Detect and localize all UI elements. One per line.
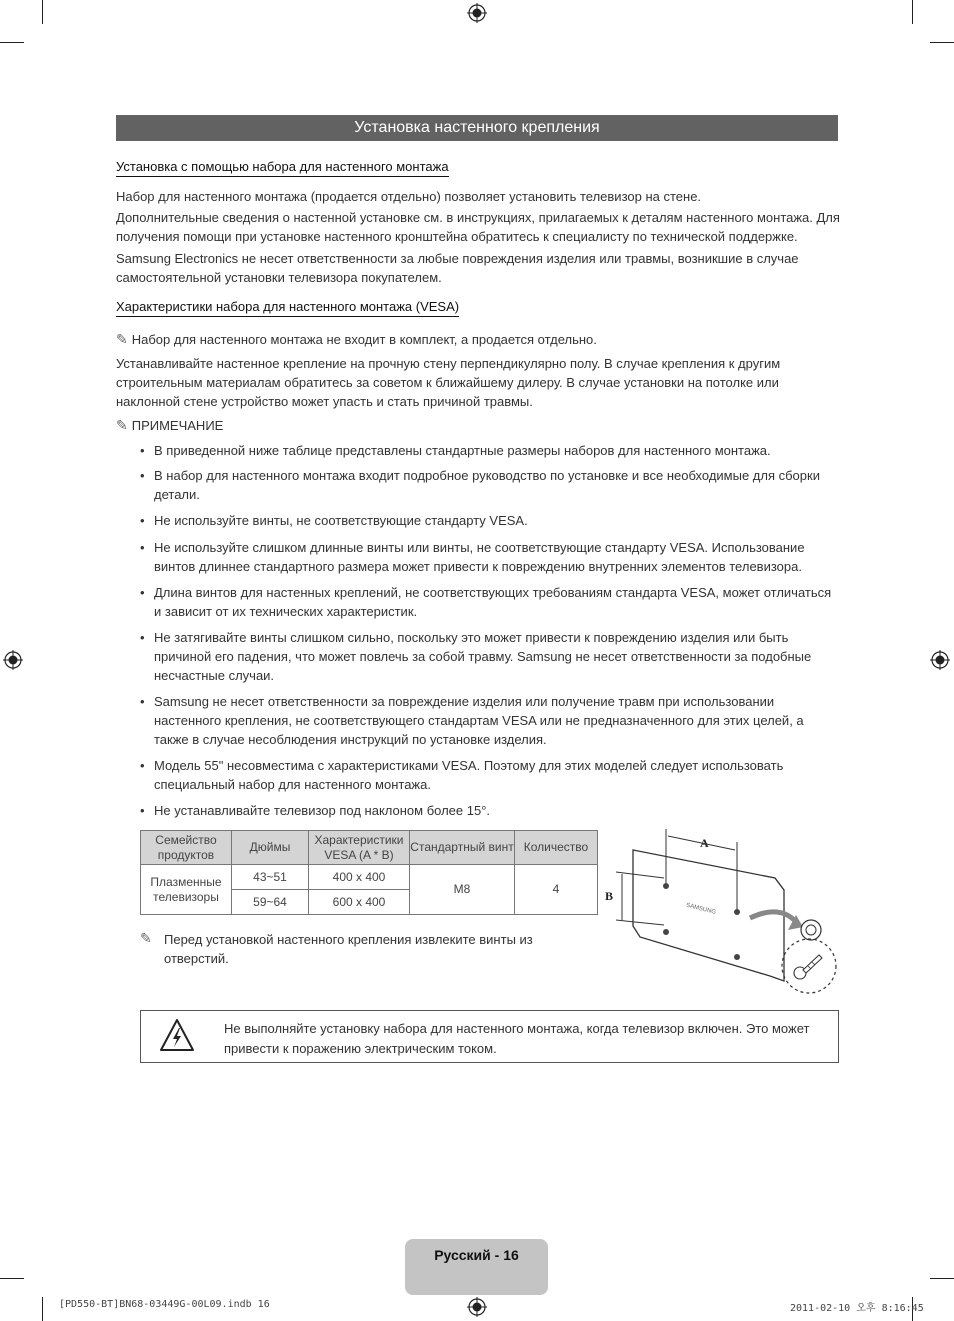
table-cell-screw: M8 xyxy=(410,865,515,915)
registration-mark-icon xyxy=(930,650,950,670)
list-item xyxy=(140,692,840,749)
screw-note-text: Перед установкой настенного крепления извлеките винты из отверстий. xyxy=(164,932,533,966)
mount-hole xyxy=(734,909,740,915)
bullet-text: Модель 55" несовместима с характеристиками VESA. Поэтому для этих моделей следует использовать специальный набор для настенного монтажа. xyxy=(154,758,784,792)
registration-mark-icon xyxy=(467,3,487,23)
section-title: Установка настенного крепления xyxy=(116,115,838,141)
kit-install-paragraph-1: Набор для настенного монтажа (продается отдельно) позволяет установить телевизор на стене. xyxy=(116,189,702,204)
bullet-text: Длина винтов для настенных креплений, не соответствующих требованиям стандарта VESA, может отличаться и зависит от их технических характеристик. xyxy=(154,585,832,619)
bullet-dot: • xyxy=(140,630,145,645)
vesa-table xyxy=(140,830,598,915)
bullet-dot: • xyxy=(140,540,145,555)
note-label: ПРИМЕЧАНИЕ xyxy=(131,418,224,433)
bullet-text: Не устанавливайте телевизор под наклоном более 15°. xyxy=(154,803,491,818)
bullet-dot: • xyxy=(140,585,145,600)
list-item xyxy=(140,756,840,794)
table-cell-vesa: 400 x 400 xyxy=(309,865,410,890)
kit-install-paragraph-3: Samsung Electronics не несет ответственности за любые повреждения изделия или травмы, возникшие в случае самостоятельной установки телевизора покупателем. xyxy=(116,251,799,285)
list-item xyxy=(140,466,840,504)
bullet-dot: • xyxy=(140,803,145,818)
electric-shock-warning xyxy=(140,1010,839,1063)
crop-mark xyxy=(42,1297,43,1321)
pencil-note-icon: ✎ xyxy=(116,418,128,434)
table-cell-qty: 4 xyxy=(515,865,598,915)
bullet-dot: • xyxy=(140,513,145,528)
list-item xyxy=(140,583,840,621)
pencil-note-icon: ✎ xyxy=(116,332,128,348)
screw-detail-icon xyxy=(782,920,836,993)
footer-timestamp: 2011-02-10 오후 8:16:45 xyxy=(790,1303,924,1314)
vesa-specs-heading: Характеристики набора для настенного монтажа (VESA) xyxy=(116,299,459,317)
bullet-dot: • xyxy=(140,443,145,458)
crop-mark xyxy=(930,1278,954,1279)
list-item xyxy=(140,538,840,576)
table-cell-inches: 43~51 xyxy=(232,865,309,890)
pencil-note-icon: ✎ xyxy=(140,931,152,947)
high-voltage-warning-icon xyxy=(159,1018,195,1052)
bullet-text: Не используйте слишком длинные винты или винты, не соответствующие стандарту VESA. Использование винтов длиннее стандартного размера может привести к повреждению внутренних элементов телевизора. xyxy=(154,540,805,574)
table-header-row xyxy=(141,831,598,865)
vesa-note xyxy=(116,330,597,350)
list-item xyxy=(140,511,840,530)
mount-hole xyxy=(663,929,669,935)
brand-logo: SAMSUNG xyxy=(685,902,717,916)
vesa-paragraph: Устанавливайте настенное крепление на прочную стену перпендикулярно полу. В случае крепления к другим строительным материалам обратитесь за советом к ближайшему дилеру. В случае установки на потолке или наклонной стене устройство может упасть и стать причиной травмы. xyxy=(116,356,781,409)
registration-mark-icon xyxy=(3,650,23,670)
table-header: Характеристики VESA (A * B) xyxy=(309,831,410,865)
table-header: Семейство продуктов xyxy=(141,831,232,865)
notes-bullet-list xyxy=(140,441,840,820)
vesa-note-text: Набор для настенного монтажа не входит в комплект, а продается отдельно. xyxy=(131,332,597,347)
crop-mark xyxy=(930,42,954,43)
bullet-text: В приведенной ниже таблице представлены стандартные размеры наборов для настенного монтажа. xyxy=(154,443,771,458)
registration-mark-icon xyxy=(467,1297,487,1317)
screw-note xyxy=(140,930,560,968)
crop-mark xyxy=(912,0,913,24)
table-row xyxy=(141,865,598,890)
table-cell-family: Плазменные телевизоры xyxy=(141,865,232,915)
kit-install-paragraph-2: Дополнительные сведения о настенной установке см. в инструкциях, прилагаемых к деталям настенного монтажа. Для получения помощи при установке настенного кронштейна обратитесь к специалисту по технической поддержке. xyxy=(116,210,840,244)
table-header: Стандартный винт xyxy=(410,831,515,865)
label-a: A xyxy=(700,836,709,850)
note-label-line xyxy=(116,416,223,436)
list-item xyxy=(140,441,840,460)
bullet-text: Samsung не несет ответственности за повреждение изделия или получение травм при использовании настенного крепления, не соответствующего стандартам VESA или не предназначенного для этих целей, а также в случае несоблюдения инструкций по установке изделия. xyxy=(154,694,804,747)
list-item xyxy=(140,628,840,685)
bullet-dot: • xyxy=(140,694,145,709)
table-cell-inches: 59~64 xyxy=(232,890,309,915)
warning-text: Не выполняйте установку набора для настенного монтажа, когда телевизор включен. Это может привести к поражению электрическим током. xyxy=(224,1021,810,1056)
crop-mark xyxy=(0,1278,24,1279)
table-cell-vesa: 600 x 400 xyxy=(309,890,410,915)
bullet-dot: • xyxy=(140,468,145,483)
kit-install-heading: Установка с помощью набора для настенного монтажа xyxy=(116,159,449,177)
label-b: B xyxy=(605,889,614,903)
wall-mount-diagram xyxy=(600,826,845,996)
bullet-text: В набор для настенного монтажа входит подробное руководство по установке и все необходимые для сборки детали. xyxy=(154,468,820,502)
footer-file-info: [PD550-BT]BN68-03449G-00L09.indb 16 xyxy=(59,1299,270,1310)
list-item xyxy=(140,801,840,820)
crop-mark xyxy=(42,0,43,24)
table-header: Дюймы xyxy=(232,831,309,865)
crop-mark xyxy=(0,42,24,43)
bullet-dot: • xyxy=(140,758,145,773)
bullet-text: Не используйте винты, не соответствующие стандарту VESA. xyxy=(154,513,528,528)
mount-hole xyxy=(734,954,740,960)
table-header: Количество xyxy=(515,831,598,865)
mount-hole xyxy=(663,883,669,889)
page-number-label: Русский - 16 xyxy=(405,1239,548,1295)
bullet-text: Не затягивайте винты слишком сильно, поскольку это может привести к повреждению изделия или быть причиной его падения, что может повлечь за собой травму. Samsung не несет ответственности за подобные несчастные случаи. xyxy=(154,630,812,683)
